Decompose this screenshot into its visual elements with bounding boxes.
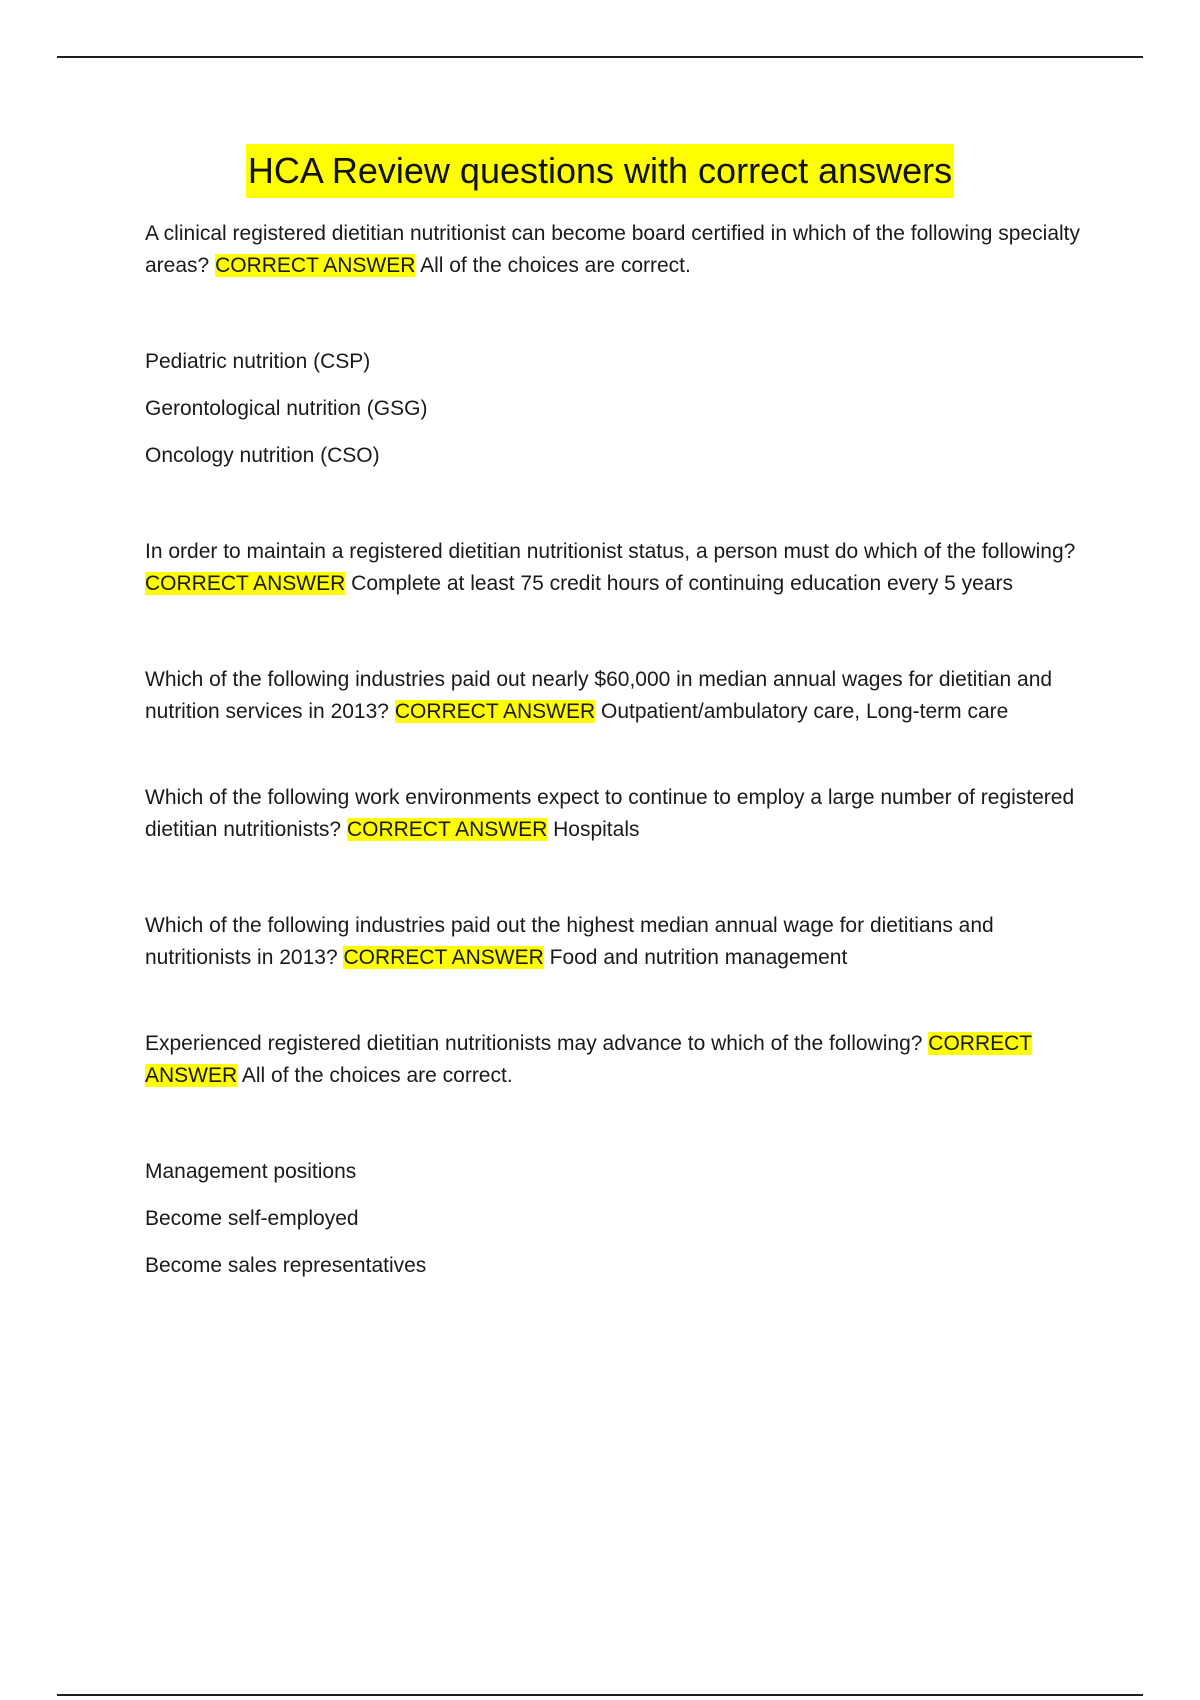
option-item: Become sales representatives <box>145 1254 427 1277</box>
correct-answer-label: CORRECT ANSWER <box>343 946 544 969</box>
correct-answer-label: CORRECT ANSWER <box>145 572 346 595</box>
document-body <box>145 218 1085 1282</box>
header-rule <box>57 56 1143 58</box>
option-item: Pediatric nutrition (CSP) <box>145 350 371 373</box>
correct-answer-label: CORRECT ANSWER <box>346 818 548 841</box>
option-item: Become self-employed <box>145 1207 359 1230</box>
option-item: Management positions <box>145 1160 357 1183</box>
correct-answer-label-part1: CORRECT <box>928 1032 1033 1055</box>
answer-text: All of the choices are correct. <box>420 254 691 277</box>
answer-text: Outpatient/ambulatory care, Long-term care <box>600 700 1009 723</box>
question-text: Experienced registered dietitian nutritionists may advance to which of the following? <box>145 1032 923 1055</box>
answer-text: All of the choices are correct. <box>241 1064 513 1087</box>
question-text: Which of the following industries paid out the highest median annual wage for dietitians and nutritionists in 2013? <box>145 914 994 969</box>
question-text: In order to maintain a registered dietitian nutritionist status, a person must do which of the following? <box>145 540 1076 563</box>
answer-text: Complete at least 75 credit hours of continuing education every 5 years <box>351 572 1014 595</box>
title-container <box>0 144 1200 198</box>
correct-answer-label-part2: ANSWER <box>145 1064 238 1087</box>
qa-item-5 <box>145 910 1085 974</box>
qa-item-2 <box>145 536 1085 600</box>
document-title: HCA Review questions with correct answers <box>246 144 954 198</box>
question-text: A clinical registered dietitian nutritionist can become board certified in which of the following specialty areas? <box>145 222 1080 277</box>
footer-rule <box>57 1694 1143 1696</box>
option-item: Oncology nutrition (CSO) <box>145 444 380 467</box>
option-item: Gerontological nutrition (GSG) <box>145 397 428 420</box>
answer-text: Food and nutrition management <box>549 946 848 969</box>
question-text: Which of the following work environments expect to continue to employ a large number of registered dietitian nutritionists? <box>145 786 1075 841</box>
qa-item-6 <box>145 1028 1085 1092</box>
answer-text: Hospitals <box>553 818 640 841</box>
correct-answer-label: CORRECT ANSWER <box>215 254 416 277</box>
qa-item-3 <box>145 664 1085 728</box>
correct-answer-label: CORRECT ANSWER <box>394 700 596 723</box>
question-text: Which of the following industries paid out nearly $60,000 in median annual wages for dietitian and nutrition services in 2013? <box>145 668 1053 723</box>
qa-item-4 <box>145 782 1085 846</box>
qa-item-1 <box>145 218 1085 282</box>
